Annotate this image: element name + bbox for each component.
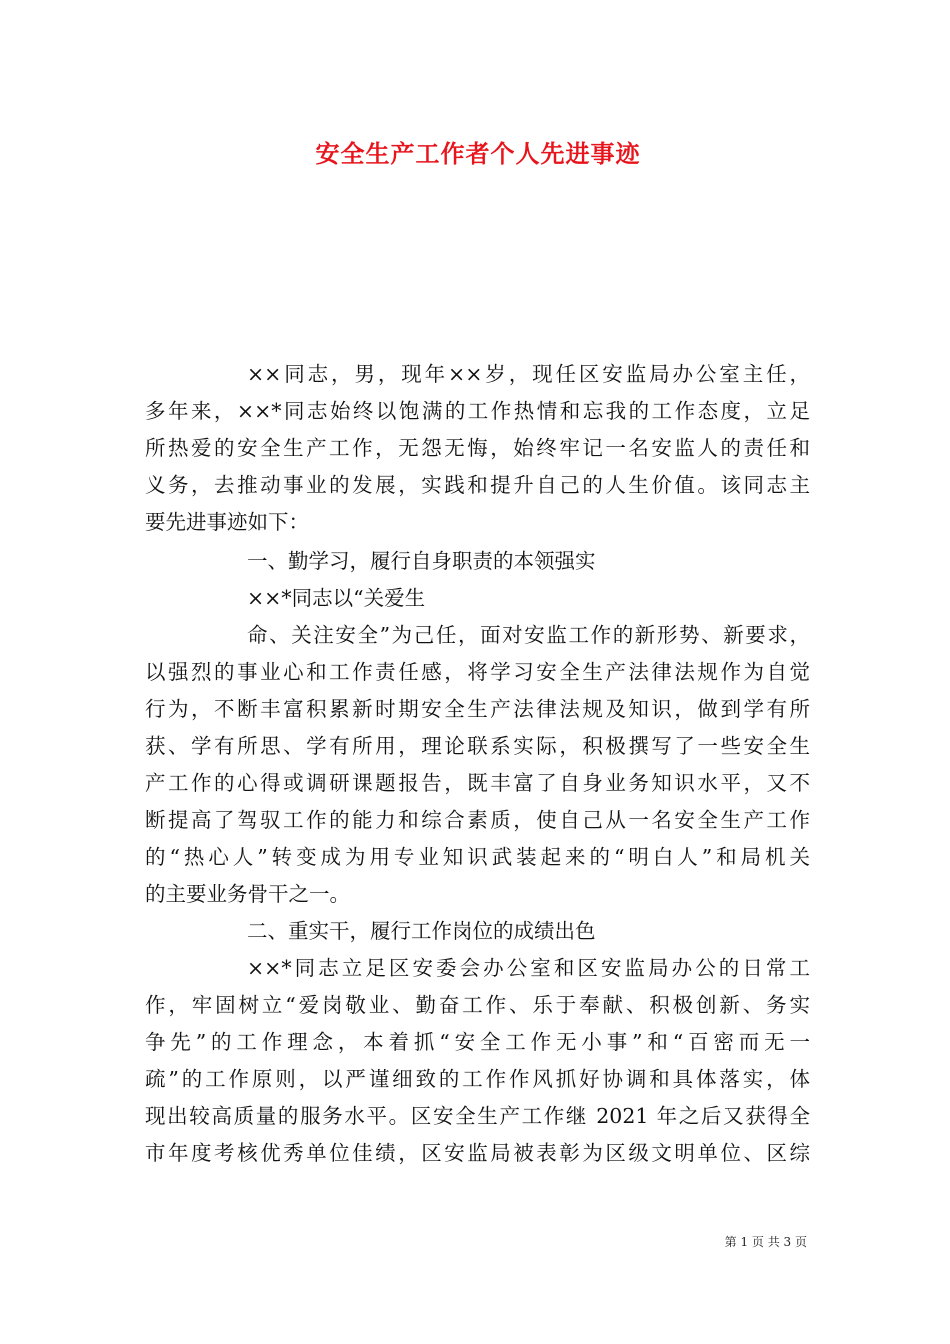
document-title: 安全生产工作者个人先进事迹 bbox=[315, 139, 641, 168]
body-line: 争先”的工作理念，本着抓“安全工作无小事”和“百密而无一 bbox=[145, 1030, 810, 1054]
body-line: ××*同志立足区安委会办公室和区安监局办公的日常工 bbox=[247, 956, 810, 980]
body-line: 的主要业务骨干之一。 bbox=[145, 882, 350, 906]
body-line: 义务，去推动事业的发展，实践和提升自己的人生价值。该同志主 bbox=[145, 473, 810, 497]
body-line: 的“热心人”转变成为用专业知识武装起来的“明白人”和局机关 bbox=[145, 845, 810, 869]
body-line: 多年来，××*同志始终以饱满的工作热情和忘我的工作态度，立足 bbox=[145, 399, 810, 423]
body-line: 断提高了驾驭工作的能力和综合素质，使自己从一名安全生产工作 bbox=[145, 808, 810, 832]
body-line: 要先进事迹如下： bbox=[145, 510, 309, 534]
body-line: 现出较高质量的服务水平。区安全生产工作继 2021 年之后又获得全 bbox=[145, 1104, 810, 1128]
body-line: 所热爱的安全生产工作，无怨无悔，始终牢记一名安监人的责任和 bbox=[145, 436, 810, 460]
body-line: ××同志，男，现年××岁，现任区安监局办公室主任， bbox=[247, 362, 810, 386]
section-heading: 一、勤学习，履行自身职责的本领强实 bbox=[247, 549, 596, 573]
body-line: 行为，不断丰富积累新时期安全生产法律法规及知识，做到学有所 bbox=[145, 697, 810, 721]
page-number: 第 1 页 共 3 页 bbox=[724, 1235, 807, 1249]
body-line: 市年度考核优秀单位佳绩，区安监局被表彰为区级文明单位、区综 bbox=[145, 1141, 810, 1165]
body-line: 产工作的心得或调研课题报告，既丰富了自身业务知识水平，又不 bbox=[145, 771, 810, 795]
body-line: 获、学有所思、学有所用，理论联系实际，积极撰写了一些安全生 bbox=[145, 734, 810, 758]
section-heading: 二、重实干，履行工作岗位的成绩出色 bbox=[247, 919, 596, 943]
body-line: 疏”的工作原则，以严谨细致的工作作风抓好协调和具体落实，体 bbox=[145, 1067, 810, 1091]
body-line: ××*同志以“关爱生 bbox=[247, 586, 426, 610]
body-line: 作，牢固树立“爱岗敬业、勤奋工作、乐于奉献、积极创新、务实 bbox=[145, 993, 810, 1017]
body-line: 以强烈的事业心和工作责任感，将学习安全生产法律法规作为自觉 bbox=[145, 660, 810, 684]
body-line: 命、关注安全”为己任，面对安监工作的新形势、新要求， bbox=[247, 623, 810, 647]
